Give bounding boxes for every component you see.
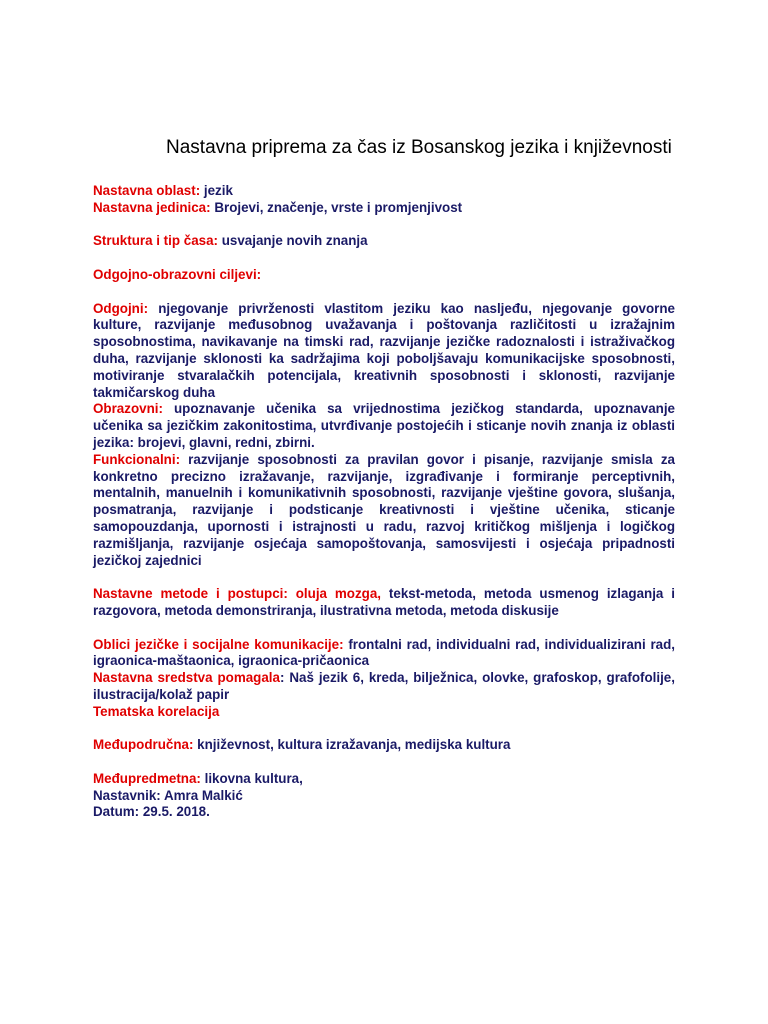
struktura-tip-casa (93, 233, 675, 250)
metode-value: tekst-metoda, metoda usmenog izlaganja i razgovora, metoda demonstriranja, ilustrativna metoda, metoda diskusije (93, 586, 675, 618)
metode-paragraph (93, 586, 675, 620)
korelacija-heading-label: Tematska korelacija (93, 703, 220, 719)
medjupodrucna-paragraph (93, 737, 675, 754)
oblici-label: Oblici jezičke i socijalne komunikacije: (93, 636, 344, 652)
medjupodrucna-value: književnost, kultura izražavanja, medijska kultura (193, 737, 511, 753)
document-title: Nastavna priprema za čas iz Bosanskog jezika i književnosti (166, 137, 672, 158)
medjupodrucna-label: Međupodručna: (93, 737, 194, 753)
funkcionalni-label: Funkcionalni: (93, 451, 181, 467)
sredstva-value: : Naš jezik 6, kreda, bilježnica, olovke, grafoskop, grafofolije, ilustracija/kolaž papir (93, 670, 675, 702)
odgojni-value: njegovanje privrženosti vlastitom jeziku kao nasljeđu, njegovanje govorne kulture, razvijanje međusobnog uvažavanja i poštovanja različitosti u izražajnim sposobnostima, navikavanje na timski rad, razvijanje jezičke radoznalosti i istraživačkog duha, razvijanje sklonosti ka sadržajima koji poboljšavaju komunikacijske sposobnosti, motiviranje stvaralačkih potencijala, kreativnih sposobnosti i sklonosti, razvijanje takmičarskog duha (93, 300, 675, 400)
nastavna-jedinica (93, 200, 675, 217)
sredstva-label: Nastavna sredstva pomagala (93, 670, 280, 686)
obrazovni-label: Obrazovni: (93, 401, 163, 417)
medjupredmetna-value: likovna kultura, (200, 770, 303, 786)
struktura-value: usvajanje novih znanja (218, 233, 368, 249)
document-content (93, 137, 675, 821)
nastavna-oblast-value: jezik (200, 183, 233, 198)
struktura-label: Struktura i tip časa: (93, 233, 219, 249)
medjupredmetna-paragraph (93, 771, 675, 788)
oblici-value: frontalni rad, individualni rad, individualizirani rad, igraonica-maštaonica, igraonica-pričaonica (93, 636, 676, 669)
oblici-paragraph (93, 637, 675, 671)
nastavna-jedinica-value: Brojevi, značenje, vrste i promjenjivost (210, 199, 463, 215)
datum-line: Datum: 29.5. 2018. (93, 804, 210, 820)
funkcionalni-paragraph (93, 452, 675, 570)
nastavna-jedinica-label: Nastavna jedinica: (93, 199, 211, 215)
ciljevi-heading (93, 267, 675, 284)
obrazovni-value: upoznavanje učenika sa vrijednostima jezičkog standarda, upoznavanje učenika sa jezičkim zakonitostima, utvrđivanje postojećih i sticanje novih znanja iz oblasti jezika: brojevi, glavni, redni, zbirni. (93, 401, 675, 450)
obrazovni-paragraph (93, 401, 675, 451)
sredstva-paragraph (93, 670, 675, 704)
nastavna-oblast-label: Nastavna oblast: (93, 183, 201, 198)
odgojni-label: Odgojni: (93, 300, 149, 316)
nastavnik-line: Nastavnik: Amra Malkić (93, 787, 243, 803)
funkcionalni-value: razvijanje sposobnosti za pravilan govor i pisanje, razvijanje smisla za konkretno precizno izražavanje, razvijanje, izgrađivanje i formiranje perceptivnih, mentalnih, manuelnih i komunikativnih sposobnosti, razvijanje vještine govora, slušanja, posmatranja, razvijanje i podsticanje kreativnosti i vještine učenika, sticanje samopouzdanja, upornosti i istrajnosti u radu, razvoj kritičkog mišljenja i logičkog razmišljanja, razvijanje osjećaja samopoštovanja, samosvijesti i osjećaja pripadnosti jezičkoj zajednici (93, 451, 675, 568)
metode-label: Nastavne metode i postupci: oluja mozga, (93, 586, 382, 602)
medjupredmetna-label: Međupredmetna: (93, 770, 201, 786)
korelacija-heading (93, 704, 675, 721)
ciljevi-heading-label: Odgojno-obrazovni ciljevi: (93, 266, 262, 282)
odgojni-paragraph (93, 301, 675, 402)
nastavna-oblast (93, 183, 675, 200)
